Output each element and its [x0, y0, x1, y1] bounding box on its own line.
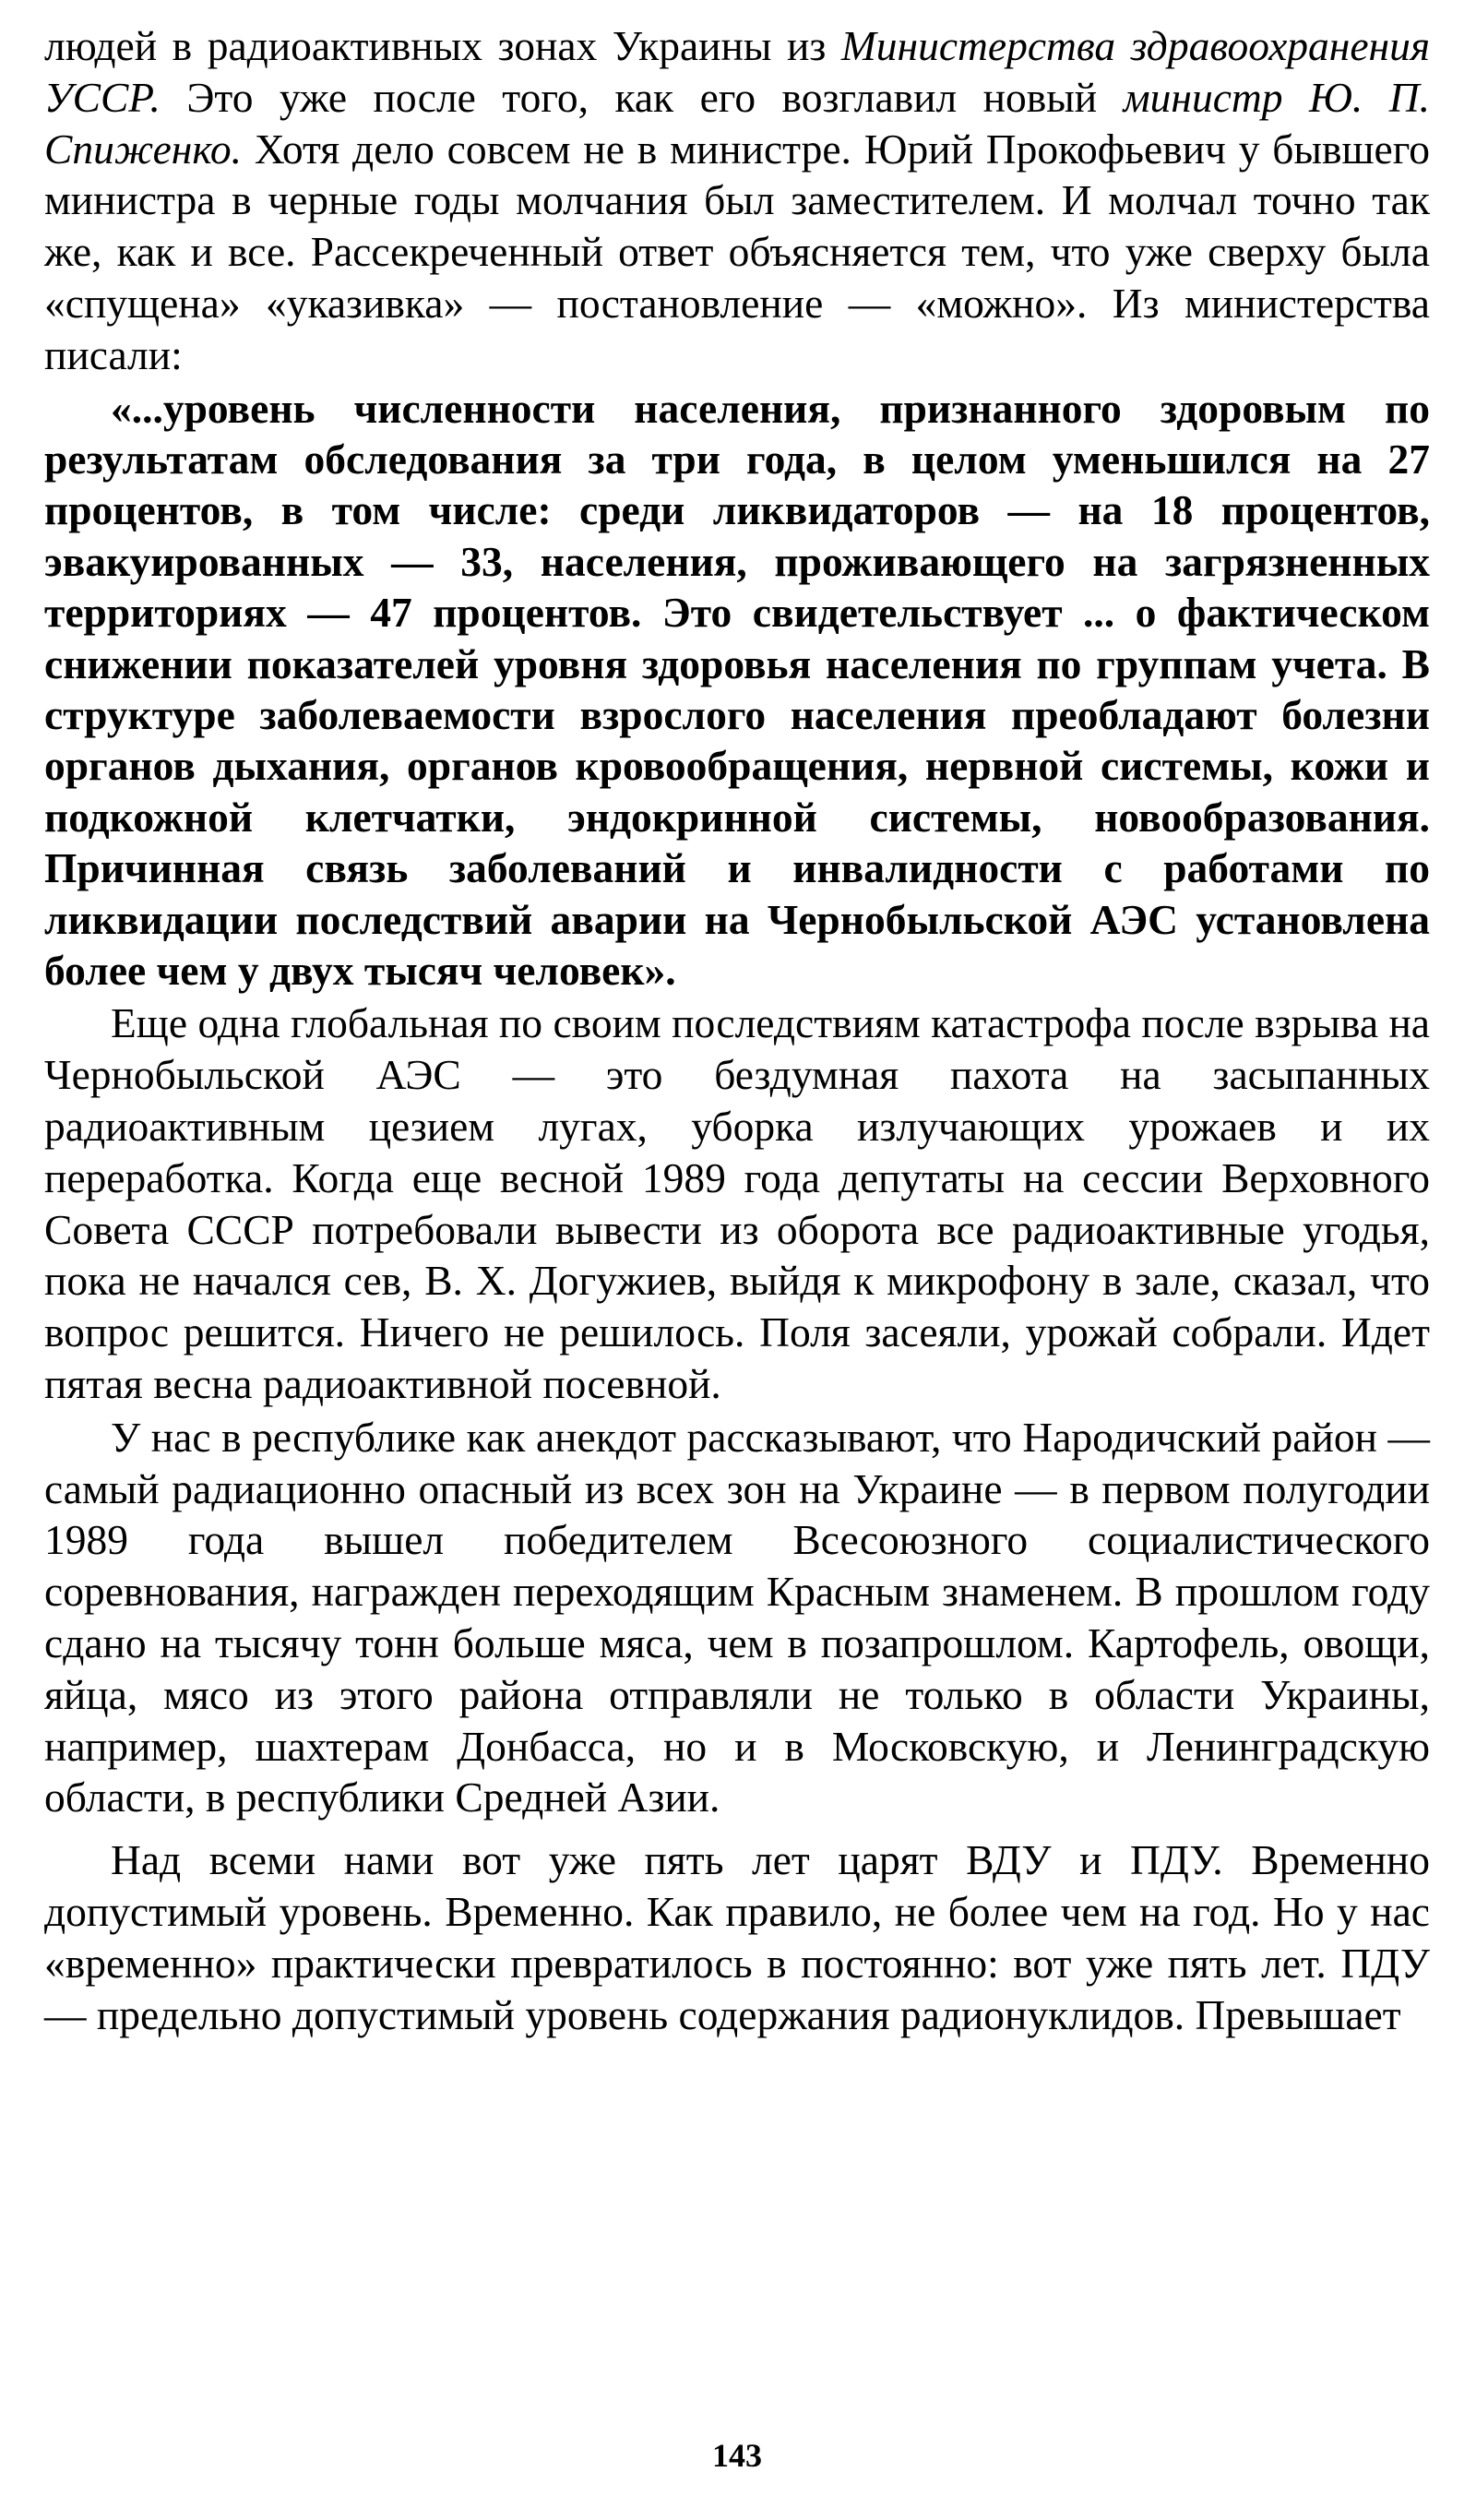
opening-text-2: Это уже после того, как его возглавил новый — [160, 73, 1124, 121]
paragraph-narodichi: У нас в республике как анекдот рассказывают, что Народичский район — самый радиационно опасный из всех зон на Украине — в первом полугодии 1989 года вышел победителем Всесоюзного социалистического соревнования, награжден переходящим Красным знаменем. В прошлом году сдано на тысячу тонн больше мяса, чем в позапрошлом. Картофель, овощи, яйца, мясо из этого района отправляли не только в области Украины, например, шахтерам Донбасса, но и в Московскую, и Ленинградскую области, в республики Средней Азии. — [44, 1413, 1430, 1821]
paragraph-vdu-pdu: Над всеми нами вот уже пять лет царят ВДУ и ПДУ. Временно допустимый уровень. Временно. Как правило, не более чем на год. Но у нас «временно» практически превратилось в постоянно: вот уже пять лет. ПДУ — предельно допустимый уровень содержания радионуклидов. Превышает — [44, 1836, 1430, 2038]
opening-text-1: людей в радиоактивных зонах Украины из — [44, 22, 841, 69]
ministry-name: Министерства здравоохранения УССР. — [44, 22, 1431, 121]
opening-paragraph — [44, 20, 1430, 381]
book-page — [44, 20, 1430, 2493]
paragraph-catastrophe: Еще одна глобальная по своим последствиям катастрофа после взрыва на Чернобыльской АЭС — это бездумная пахота на засыпанных радиоактивным цезием лугах, уборка излучающих урожаев и их переработка. Когда еще весной 1989 года депутаты на сессии Верховного Совета СССР потребовали вывести из оборота все радиоактивные угодья, пока не начался сев, В. Х. Догужиев, выйдя к микрофону в зале, сказал, что вопрос решится. Ничего не решилось. Поля засеяли, урожай собрали. Идет пятая весна радиоактивной посевной. — [44, 999, 1430, 1408]
page-number: 143 — [712, 2437, 762, 2474]
opening-text-3: Хотя дело совсем не в министре. Юрий Прокофьевич у бывшего министра в черные годы молчания был заместителем. И молчал точно так же, как и все. Рассекреченный ответ объясняется тем, что уже сверху была «спущена» «указивка» — постановление — «можно». Из министерства писали: — [44, 125, 1430, 378]
minister-name: министр Ю. П. Спиженко. — [44, 73, 1430, 173]
ministry-quote: «...уровень численности населения, признанного здоровым по результатам обследования за три года, в целом уменьшился на 27 процентов, в том числе: среди ликвидаторов — на 18 процентов, эвакуированных — 33, населения, проживающего на загрязненных территориях — 47 процентов. Это свидетельствует ... о фактическом снижении показателей уровня здоровья населения по группам учета. В структуре заболеваемости взрослого населения преобладают болезни органов дыхания, органов кровообращения, нервной системы, кожи и подкожной клетчатки, эндокринной системы, новообразования. Причинная связь заболеваний и инвалидности с работами по ликвидации последствий аварии на Чернобыльской АЭС установлена более чем у двух тысяч человек». — [44, 384, 1430, 995]
